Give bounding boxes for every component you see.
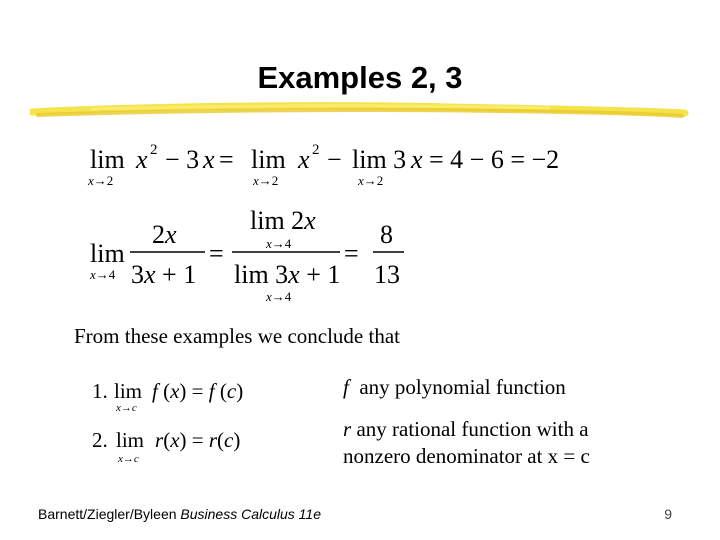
svg-text:13: 13	[374, 260, 400, 289]
svg-text:x→4: x→4	[266, 236, 292, 251]
svg-text:=: =	[344, 239, 359, 268]
svg-text:lim: lim	[114, 379, 143, 403]
svg-text:2x: 2x	[152, 220, 177, 249]
rule-2-text-line-1: any rational function with a	[356, 417, 589, 441]
svg-text:3x + 1: 3x + 1	[131, 260, 197, 289]
svg-text:x→2: x→2	[358, 173, 384, 188]
svg-text:lim: lim	[116, 428, 145, 452]
svg-text:x: x	[203, 145, 215, 174]
svg-text:=: =	[219, 145, 234, 174]
svg-text:x→c: x→c	[118, 453, 139, 465]
svg-text:r(x) = r(c): r(x) = r(c)	[155, 428, 241, 452]
svg-text:x: x	[411, 145, 423, 174]
svg-text:f (x) = f (c): f (x) = f (c)	[152, 379, 244, 403]
svg-text:x: x	[298, 145, 310, 174]
rule-1-fn-letter: f	[343, 375, 349, 399]
rule-2-text-line-2: nonzero denominator at x = c	[343, 444, 590, 468]
footer-authors: Barnett/Ziegler/Byleen	[38, 506, 181, 522]
svg-text:x→c: x→c	[116, 402, 137, 414]
svg-text:2: 2	[150, 142, 158, 158]
svg-text:lim: lim	[90, 145, 125, 174]
footer-citation	[38, 506, 321, 522]
svg-text:−: −	[327, 145, 342, 174]
svg-text:x→4: x→4	[266, 289, 292, 304]
svg-text:lim: lim	[251, 145, 286, 174]
svg-text:lim: lim	[90, 239, 125, 268]
svg-text:lim 3: lim 3	[352, 145, 407, 174]
svg-text:=: =	[209, 239, 224, 268]
rule-1-text: any polynomial function	[359, 375, 566, 399]
svg-text:2: 2	[312, 142, 320, 158]
svg-text:x→2: x→2	[253, 173, 279, 188]
rule-2-description	[343, 416, 590, 470]
conclusion-intro: From these examples we conclude that	[74, 324, 400, 348]
svg-text:lim 3x + 1: lim 3x + 1	[234, 260, 341, 289]
svg-text:= 4 − 6 = −2: = 4 − 6 = −2	[429, 145, 560, 174]
rule-2-fn-letter: r	[343, 417, 352, 441]
svg-text:lim 2x: lim 2x	[250, 206, 316, 235]
svg-text:1.: 1.	[92, 379, 108, 403]
page-number: 9	[664, 506, 672, 522]
svg-text:− 3: − 3	[165, 145, 200, 174]
slide-title: Examples 2, 3	[257, 60, 463, 95]
svg-text:x→4: x→4	[90, 267, 116, 282]
svg-text:8: 8	[380, 220, 393, 249]
svg-text:x→2: x→2	[88, 173, 114, 188]
svg-text:2.: 2.	[92, 428, 108, 452]
svg-text:x: x	[136, 145, 148, 174]
footer-book-title: Business Calculus 11e	[180, 506, 322, 522]
